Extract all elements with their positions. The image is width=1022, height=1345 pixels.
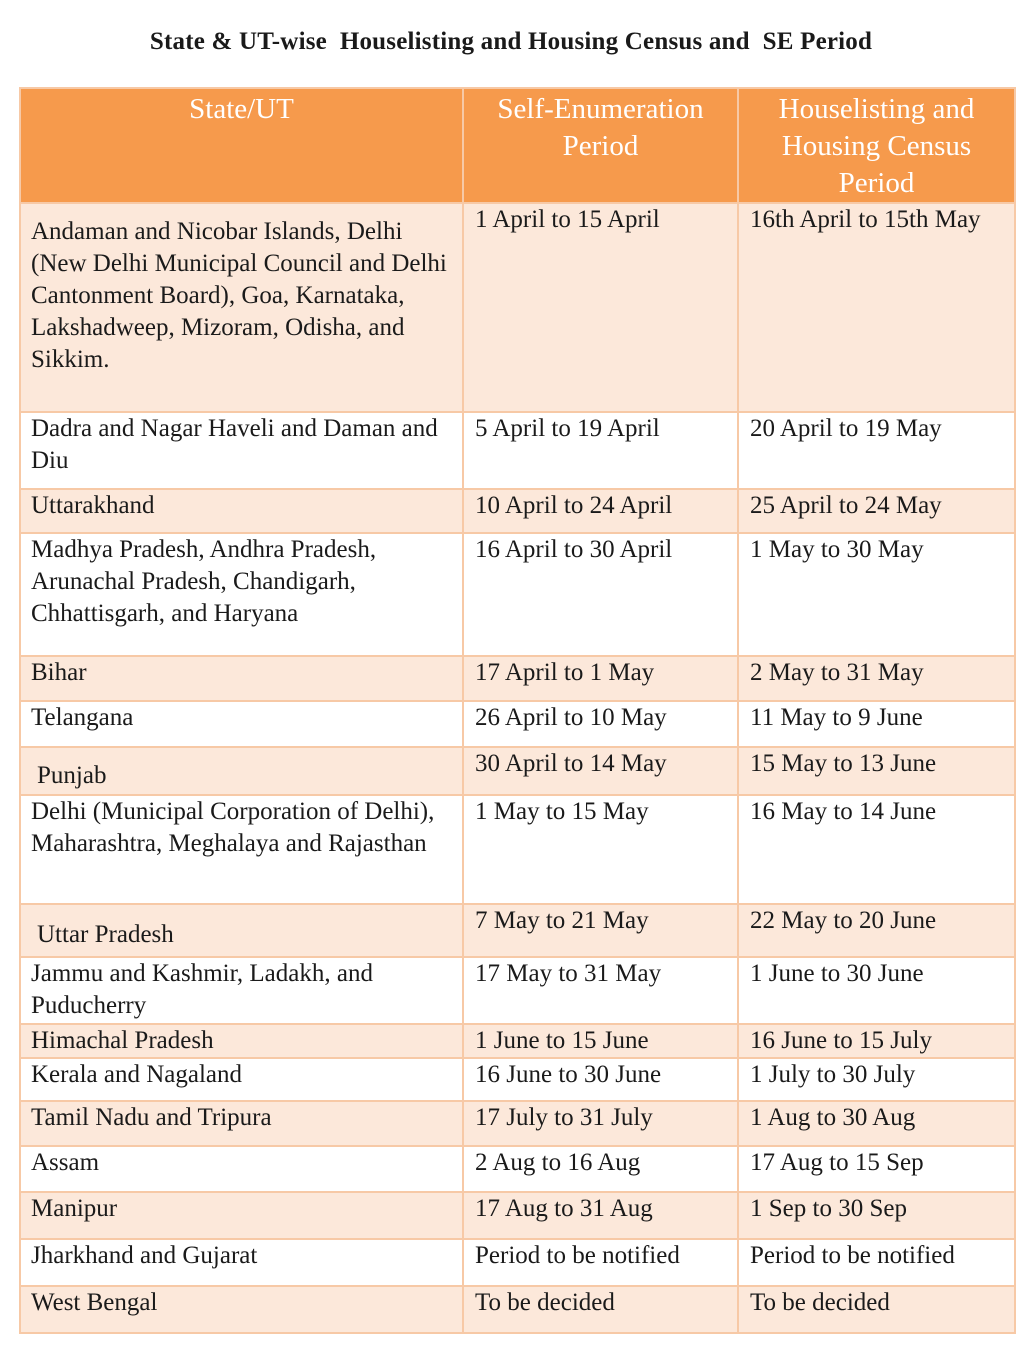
table-row [20,795,1015,904]
cell-hlo-period: 11 May to 9 June [738,701,1015,747]
table-row [20,1239,1015,1286]
cell-state: Bihar [20,656,463,701]
cell-state: Delhi (Municipal Corporation of Delhi), Maharashtra, Meghalaya and Rajasthan [20,795,463,904]
cell-hlo-period: 17 Aug to 15 Sep [738,1146,1015,1192]
table-row [20,412,1015,489]
cell-se-period: 1 June to 15 June [463,1024,738,1058]
cell-se-period: 17 July to 31 July [463,1101,738,1146]
cell-state: Madhya Pradesh, Andhra Pradesh, Arunachal Pradesh, Chandigarh, Chhattisgarh, and Haryana [20,533,463,656]
cell-hlo-period: 1 Sep to 30 Sep [738,1192,1015,1239]
table-header-row [20,88,1015,203]
cell-hlo-period: 1 Aug to 30 Aug [738,1101,1015,1146]
cell-hlo-period: 1 June to 30 June [738,957,1015,1024]
cell-hlo-period: Period to be notified [738,1239,1015,1286]
cell-state: Kerala and Nagaland [20,1058,463,1101]
cell-hlo-period: 16 June to 15 July [738,1024,1015,1058]
cell-hlo-period: 1 July to 30 July [738,1058,1015,1101]
cell-se-period: 2 Aug to 16 Aug [463,1146,738,1192]
cell-se-period: 5 April to 19 April [463,412,738,489]
cell-state: Punjab [20,747,463,795]
cell-hlo-period: 22 May to 20 June [738,904,1015,957]
cell-state: Jharkhand and Gujarat [20,1239,463,1286]
cell-se-period: 16 April to 30 April [463,533,738,656]
page-title: State & UT-wise Houselisting and Housing Census and SE Period [149,28,873,55]
table-row [20,656,1015,701]
header-hlo-period: Houselisting and Housing Census Period [738,88,1015,203]
cell-se-period: 17 May to 31 May [463,957,738,1024]
table-row [20,904,1015,957]
cell-se-period: Period to be notified [463,1239,738,1286]
header-state: State/UT [20,88,463,203]
cell-hlo-period: 25 April to 24 May [738,489,1015,533]
table-row [20,1286,1015,1333]
cell-se-period: 16 June to 30 June [463,1058,738,1101]
table-row [20,1101,1015,1146]
cell-hlo-period: 16 May to 14 June [738,795,1015,904]
census-schedule-table [19,87,1016,1334]
cell-state: Jammu and Kashmir, Ladakh, and Puducherry [20,957,463,1024]
cell-state: Tamil Nadu and Tripura [20,1101,463,1146]
cell-state: Andaman and Nicobar Islands, Delhi (New Delhi Municipal Council and Delhi Cantonment Board), Goa, Karnataka, Lakshadweep, Mizoram, Odisha, and Sikkim. [20,203,463,412]
cell-hlo-period: 1 May to 30 May [738,533,1015,656]
cell-hlo-period: 16th April to 15th May [738,203,1015,412]
cell-se-period: To be decided [463,1286,738,1333]
cell-state: Uttar Pradesh [20,904,463,957]
cell-state: Uttarakhand [20,489,463,533]
cell-state: Manipur [20,1192,463,1239]
cell-state: Telangana [20,701,463,747]
cell-hlo-period: 20 April to 19 May [738,412,1015,489]
header-se-period: Self-Enumeration Period [463,88,738,203]
cell-se-period: 17 April to 1 May [463,656,738,701]
table-row [20,701,1015,747]
cell-se-period: 10 April to 24 April [463,489,738,533]
cell-se-period: 17 Aug to 31 Aug [463,1192,738,1239]
cell-hlo-period: 2 May to 31 May [738,656,1015,701]
table-row [20,747,1015,795]
table-row [20,533,1015,656]
cell-se-period: 30 April to 14 May [463,747,738,795]
table-row [20,1192,1015,1239]
table-row [20,957,1015,1024]
cell-hlo-period: 15 May to 13 June [738,747,1015,795]
cell-state: Dadra and Nagar Haveli and Daman and Diu [20,412,463,489]
cell-hlo-period: To be decided [738,1286,1015,1333]
cell-se-period: 1 May to 15 May [463,795,738,904]
cell-state: Himachal Pradesh [20,1024,463,1058]
table-row [20,489,1015,533]
table-row [20,203,1015,412]
cell-se-period: 1 April to 15 April [463,203,738,412]
table-row [20,1024,1015,1058]
cell-se-period: 7 May to 21 May [463,904,738,957]
cell-state: Assam [20,1146,463,1192]
table-row [20,1058,1015,1101]
cell-state: West Bengal [20,1286,463,1333]
cell-se-period: 26 April to 10 May [463,701,738,747]
table-row [20,1146,1015,1192]
